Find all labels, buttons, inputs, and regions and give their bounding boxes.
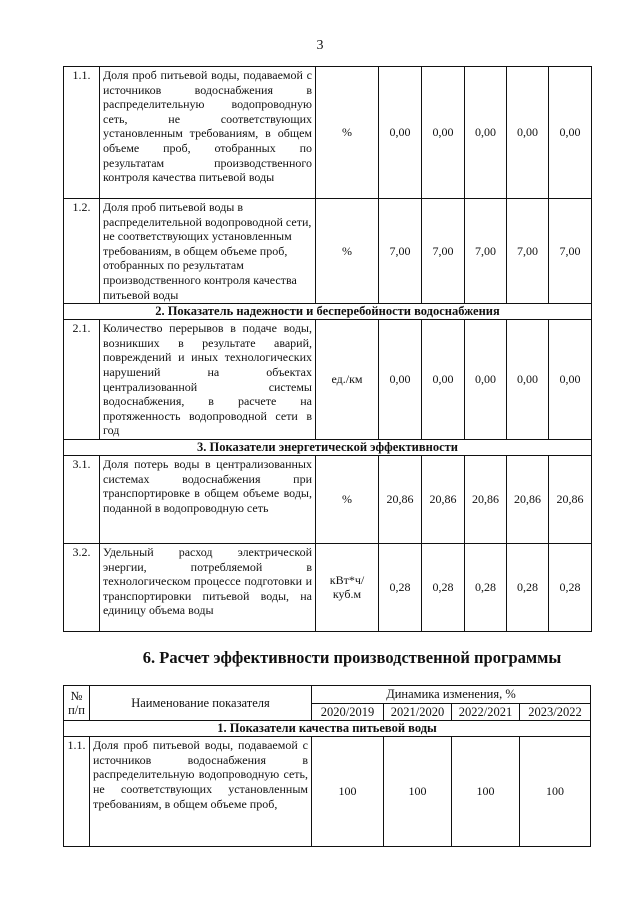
value-cell: 0,00 [507,320,549,440]
value-cell: 20,86 [465,455,507,543]
value-cell: 7,00 [507,199,549,304]
header-year: 2021/2020 [384,703,452,721]
value-cell: 0,00 [379,320,422,440]
row-code: 3.1. [64,455,100,543]
row-code: 1.1. [64,67,100,199]
value-cell: 20,86 [507,455,549,543]
value-cell: 0,00 [549,320,592,440]
value-cell: 0,00 [549,67,592,199]
value-cell: 0,00 [379,67,422,199]
table-row [64,737,591,847]
value-cell: 100 [452,737,520,847]
value-cell: 0,00 [465,320,507,440]
row-unit: % [316,199,379,304]
row-description: Доля проб питьевой воды в распределительной водопроводной сети, не соответствующих установленным требованиям, в общем объеме проб, отобранных по результатам производственного контроля качества питьевой воды [100,199,316,304]
value-cell: 0,28 [507,543,549,631]
row-code: 1.1. [64,737,90,847]
row-code: 1.2. [64,199,100,304]
table-row [64,455,592,543]
value-cell: 100 [520,737,591,847]
table-row [64,543,592,631]
value-cell: 100 [384,737,452,847]
row-description: Доля проб питьевой воды, подаваемой с источников водоснабжения в распределительную водопроводную сеть, не соответствующих установленным требованиям, в общем объеме проб, [90,737,312,847]
row-code: 2.1. [64,320,100,440]
indicators-table [63,66,592,632]
row-description: Удельный расход электрической энергии, потребляемой в технологическом процессе подготовки и транспортировки питьевой воды, на единицу объема воды [100,543,316,631]
section-heading: 3. Показатели энергетической эффективности [64,439,592,455]
header-name: Наименование показателя [90,686,312,721]
section-row [64,439,592,455]
row-code: 3.2. [64,543,100,631]
value-cell: 0,00 [422,320,465,440]
row-unit: % [316,67,379,199]
header-dynamics: Динамика изменения, % [312,686,591,704]
value-cell: 0,00 [465,67,507,199]
value-cell: 20,86 [422,455,465,543]
value-cell: 20,86 [379,455,422,543]
value-cell: 0,28 [549,543,592,631]
value-cell: 0,28 [422,543,465,631]
header-year: 2023/2022 [520,703,591,721]
table-row [64,199,592,304]
value-cell: 0,00 [507,67,549,199]
section-row [64,721,591,737]
row-unit: ед./км [316,320,379,440]
value-cell: 7,00 [379,199,422,304]
value-cell: 7,00 [465,199,507,304]
header-year: 2020/2019 [312,703,384,721]
section-heading: 2. Показатель надежности и бесперебойности водоснабжения [64,304,592,320]
table-row [64,67,592,199]
row-description: Доля потерь воды в централизованных системах водоснабжения при транспортировке в общем объеме воды, поданной в водопроводную сеть [100,455,316,543]
header-year: 2022/2021 [452,703,520,721]
header-row [64,686,591,704]
table-row [64,320,592,440]
section-row [64,304,592,320]
row-description: Количество перерывов в подаче воды, возникших в результате аварий, повреждений и иных технологических нарушений на объектах централизованной системы водоснабжения, в расчете на протяженность водопроводной сети в год [100,320,316,440]
efficiency-table [63,685,591,847]
value-cell: 0,28 [379,543,422,631]
value-cell: 7,00 [549,199,592,304]
header-number: № п/п [64,686,90,721]
row-unit: % [316,455,379,543]
row-description: Доля проб питьевой воды, подаваемой с источников водоснабжения в распределительную водопроводную сеть, не соответствующих установленным требованиям, в общем объеме проб, отобранных по результатам производственного контроля качества питьевой воды [100,67,316,199]
value-cell: 20,86 [549,455,592,543]
row-unit: кВт*ч/ куб.м [316,543,379,631]
section-heading: 1. Показатели качества питьевой воды [64,721,591,737]
page-number: 3 [316,38,324,53]
value-cell: 0,28 [465,543,507,631]
value-cell: 7,00 [422,199,465,304]
value-cell: 100 [312,737,384,847]
value-cell: 0,00 [422,67,465,199]
section-6-title: 6. Расчет эффективности производственной программы [142,648,562,667]
